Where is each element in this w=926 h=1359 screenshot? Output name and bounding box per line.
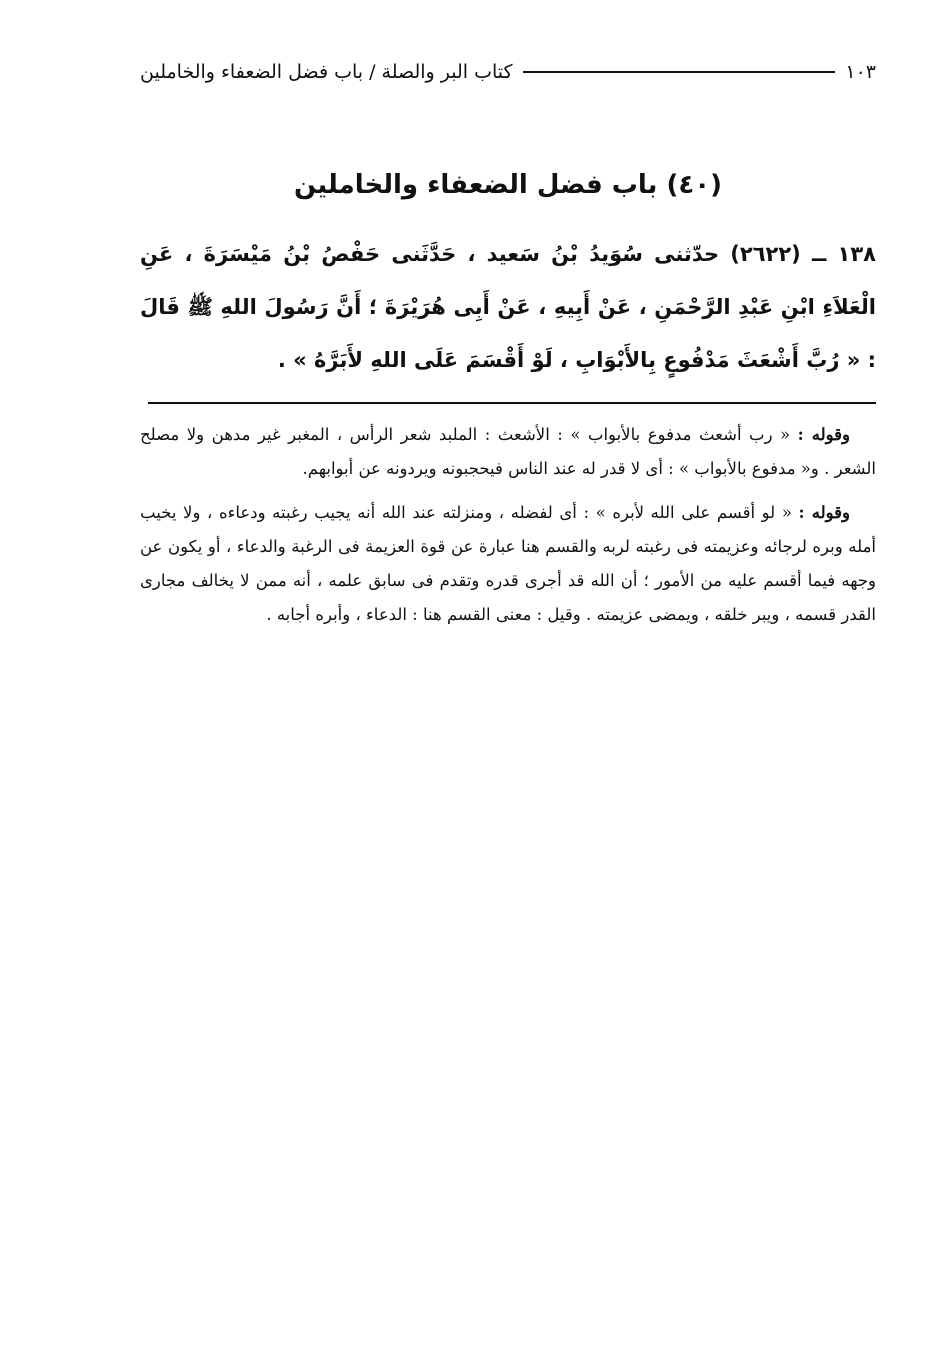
footnote-separator [148, 402, 876, 404]
header-rule [523, 71, 836, 73]
commentary-text: « رب أشعث مدفوع بالأبواب » : الأشعث : الملبد شعر الرأس ، المغبر غير مدهن ولا مصلح الشعر . و« مدفوع بالأبواب » : أى لا قدر له عند الناس فيحجبونه ويردونه عن أبوابهم. [140, 425, 876, 478]
chapter-heading: (٤٠) باب فضل الضعفاء والخاملين [293, 170, 723, 200]
running-header-title: كتاب البر والصلة / باب فضل الضعفاء والخاملين [140, 61, 513, 83]
running-header [140, 52, 876, 92]
commentary-text: « لو أقسم على الله لأبره » : أى لفضله ، ومنزلته عند الله أنه يجيب رغبته ودعاءه ، ولا يخيب أمله وبره لرجائه وعزيمته فى رغبته لربه والقسم هنا عبارة عن قوة العزيمة فى الرغبة والدعاء ، أو يكون عن وجهه فيما أقسم عليه من الأمور ؛ أن الله قد أجرى قدره وتقدم فى سابق علمه ، أنه ممن لا يخالف مجارى القدر قسمه ، ويبر خلقه ، ويمضى عزيمته . وقيل : معنى القسم هنا : الدعاء ، وأبره أجابه . [140, 503, 876, 624]
commentary [140, 418, 876, 642]
page-number: ١٠٣ [845, 61, 876, 83]
commentary-lead: وقوله : [798, 503, 850, 522]
hadith-text: ١٣٨ ــ (٢٦٢٢) حدّثنى سُوَيدُ بْنُ سَعيد ، حَدَّثَنى حَفْصُ بْنُ مَيْسَرَةَ ، عَنِ الْعَلاَءِ ابْنِ عَبْدِ الرَّحْمَنِ ، عَنْ أَبِيهِ ، عَنْ أَبِى هُرَيْرَةَ ؛ أَنَّ رَسُولَ اللهِ ﷺ قَالَ : « رُبَّ أَشْعَثَ مَدْفُوعٍ بِالأَبْوَابِ ، لَوْ أَقْسَمَ عَلَى اللهِ لأَبَرَّهُ » . [140, 242, 876, 372]
commentary-paragraph [140, 418, 876, 486]
commentary-paragraph [140, 496, 876, 632]
commentary-lead: وقوله : [797, 425, 851, 444]
